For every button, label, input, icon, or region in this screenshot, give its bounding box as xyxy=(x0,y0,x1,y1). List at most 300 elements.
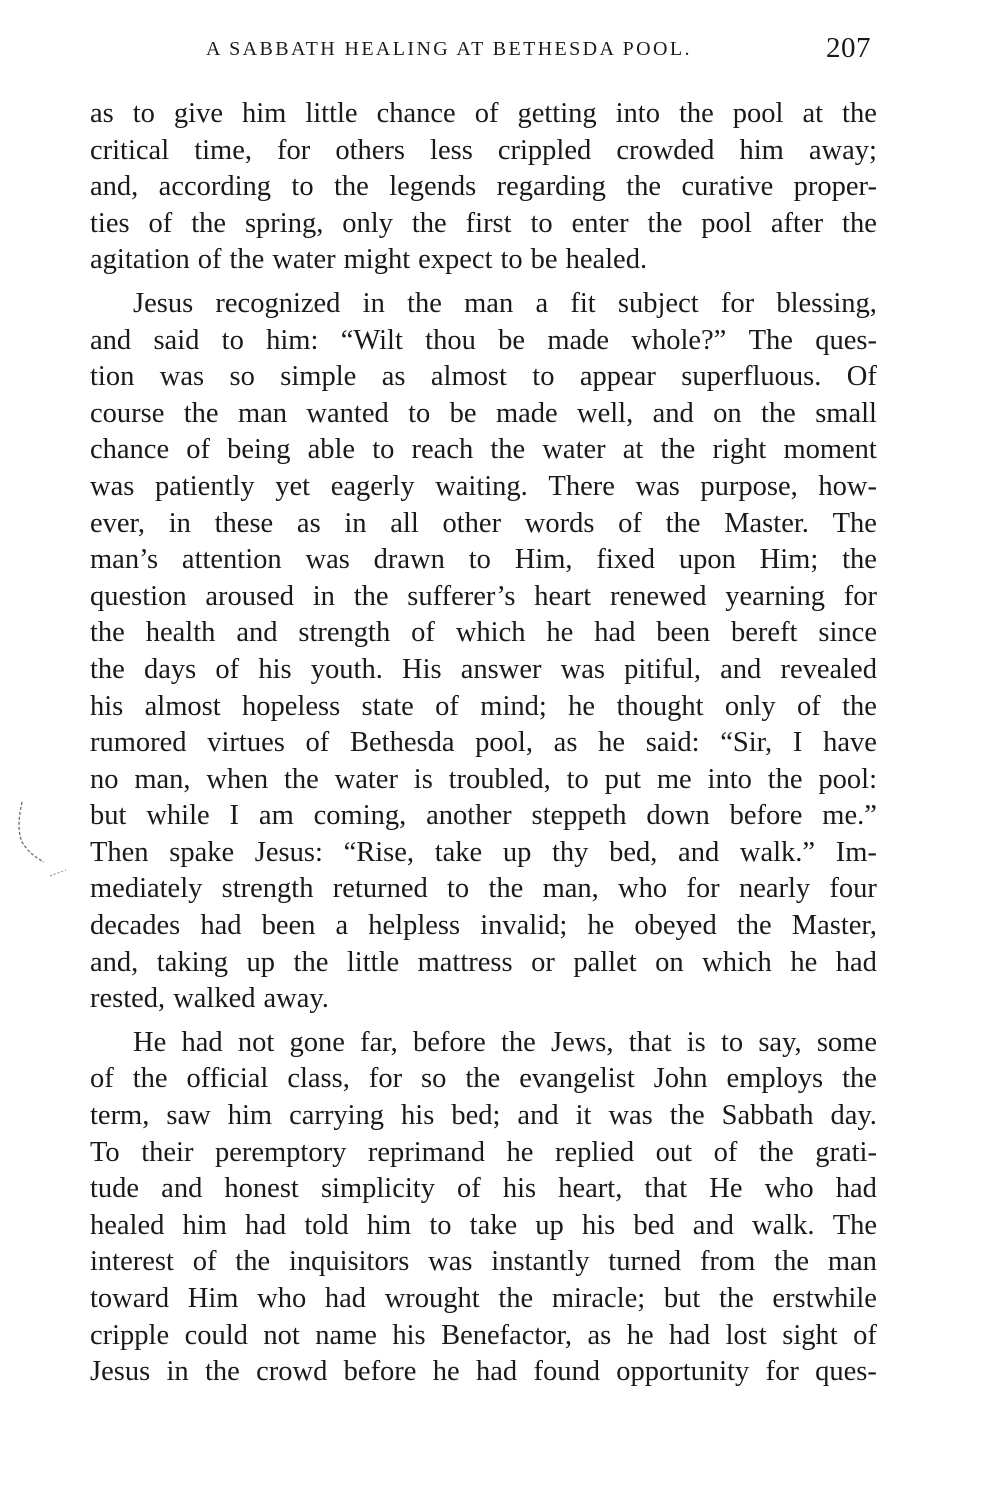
word: ties xyxy=(90,207,130,239)
word: his xyxy=(90,690,124,722)
word: to xyxy=(720,1026,744,1058)
word: evangelist xyxy=(519,1063,635,1095)
word: after xyxy=(770,207,824,239)
word: he xyxy=(626,1319,654,1351)
word: thought xyxy=(616,690,704,722)
running-head: A SABBATH HEALING AT BETHESDA POOL. xyxy=(206,38,692,60)
word: revealed xyxy=(780,653,877,685)
word: first xyxy=(465,207,512,239)
word: since xyxy=(818,617,877,649)
word: the xyxy=(665,507,701,539)
word: little xyxy=(346,946,400,978)
word: four xyxy=(829,873,877,905)
text-line xyxy=(90,762,877,799)
word: but xyxy=(90,800,127,832)
word: a xyxy=(335,910,349,942)
word: he xyxy=(568,690,596,722)
word: he xyxy=(587,910,615,942)
text-line xyxy=(90,725,877,762)
text-line xyxy=(90,396,877,433)
word: able xyxy=(307,434,356,466)
text-line xyxy=(90,1061,877,1098)
word: the xyxy=(333,171,369,203)
word: eagerly xyxy=(330,470,415,502)
word: of xyxy=(305,727,330,759)
word: chance xyxy=(90,434,170,466)
word: Jesus xyxy=(133,287,194,319)
word: their xyxy=(141,1136,194,1168)
word: crowded xyxy=(616,134,715,166)
word: waiting. xyxy=(435,470,528,502)
body-text xyxy=(90,96,877,1391)
word: well, xyxy=(577,397,634,429)
word: hopeless xyxy=(242,690,341,722)
word: youth. xyxy=(310,653,383,685)
paragraph-gap xyxy=(90,1018,877,1025)
word: for xyxy=(686,873,720,905)
word: water xyxy=(542,434,606,466)
text-line xyxy=(90,1135,877,1172)
word: troubled, xyxy=(448,763,551,795)
word: as xyxy=(90,98,114,129)
word: to xyxy=(447,873,470,905)
word: him xyxy=(182,1209,227,1241)
word: am xyxy=(258,800,294,832)
word: made xyxy=(495,397,558,429)
word: at xyxy=(802,98,824,129)
word: man xyxy=(237,397,288,429)
word: the xyxy=(842,207,877,239)
word: give xyxy=(173,98,223,129)
text-line xyxy=(90,323,877,360)
text-line xyxy=(90,579,877,616)
word: is xyxy=(686,1026,706,1058)
word: so xyxy=(421,1063,447,1095)
word: right xyxy=(712,434,767,466)
text-line xyxy=(90,1098,877,1135)
word: obeyed xyxy=(634,910,717,942)
word: He xyxy=(709,1173,743,1205)
word: and xyxy=(236,617,278,649)
word: the xyxy=(761,397,796,429)
word: up xyxy=(246,946,276,978)
word: answer xyxy=(460,653,542,685)
word: to xyxy=(221,324,244,356)
word: he xyxy=(790,946,818,978)
word: pool: xyxy=(818,763,877,795)
word: opportunity xyxy=(616,1356,750,1388)
word: the xyxy=(669,1100,705,1132)
word: Benefactor, xyxy=(441,1319,573,1351)
word: mediately xyxy=(90,873,203,905)
word: Master. xyxy=(724,507,809,539)
word: renewed xyxy=(609,580,707,612)
word: of xyxy=(148,207,173,239)
word: of xyxy=(796,690,821,722)
word: The xyxy=(832,507,877,539)
text-line xyxy=(90,798,877,835)
word: him: xyxy=(266,324,319,356)
word: to xyxy=(500,244,523,276)
word: day. xyxy=(830,1100,877,1132)
word: “Sir, xyxy=(720,727,773,759)
word: far, xyxy=(360,1026,398,1058)
word: as xyxy=(296,507,321,539)
word: at xyxy=(622,434,644,466)
word: pitiful, xyxy=(624,653,701,685)
word: To xyxy=(90,1136,120,1168)
word: he xyxy=(598,727,626,759)
word: crowd xyxy=(256,1356,328,1388)
word: for xyxy=(765,1356,799,1388)
word: into xyxy=(707,763,752,795)
word: the xyxy=(465,1063,501,1095)
word: The xyxy=(832,1209,877,1241)
word: as xyxy=(587,1319,612,1351)
word: yearning xyxy=(725,580,825,612)
word: healed xyxy=(90,1209,165,1241)
word: before xyxy=(729,800,803,832)
word: thou xyxy=(425,324,476,356)
word: to xyxy=(372,434,395,466)
word: into xyxy=(615,98,660,129)
word: almost xyxy=(430,361,507,393)
word: superfluous. xyxy=(681,361,822,393)
word: or xyxy=(531,946,555,978)
word: returned xyxy=(332,873,428,905)
word: pallet xyxy=(573,946,637,978)
word: the xyxy=(407,287,442,319)
word: wanted xyxy=(306,397,389,429)
word: me xyxy=(656,763,692,795)
word: pool xyxy=(701,207,752,239)
text-line xyxy=(90,1281,877,1318)
word: might xyxy=(343,244,411,276)
text-line xyxy=(90,1025,877,1062)
word: drawn xyxy=(373,544,445,576)
word: me.” xyxy=(822,800,877,832)
word: who xyxy=(764,1173,814,1205)
word: he xyxy=(432,1356,460,1388)
word: was xyxy=(560,653,605,685)
text-line xyxy=(90,359,877,396)
word: told xyxy=(304,1209,349,1241)
word: before xyxy=(412,1026,486,1058)
text-line xyxy=(90,908,877,945)
word: said xyxy=(153,324,200,356)
word: had xyxy=(181,1026,223,1058)
word: the xyxy=(718,1283,754,1314)
word: his xyxy=(502,1173,537,1205)
word: had xyxy=(324,1283,367,1314)
word: erstwhile xyxy=(772,1283,877,1314)
word: of xyxy=(215,653,240,685)
word: and xyxy=(720,653,762,685)
word: mattress xyxy=(417,946,513,978)
word: purpose, xyxy=(700,470,798,502)
word: peremptory xyxy=(214,1136,347,1168)
word: of xyxy=(435,690,459,722)
word: upon xyxy=(678,544,736,576)
word: was xyxy=(635,470,680,502)
word: of xyxy=(90,1063,114,1095)
word: the xyxy=(90,617,125,649)
word: for xyxy=(277,134,311,166)
word: and, xyxy=(90,946,139,978)
word: man xyxy=(464,287,514,319)
word: was xyxy=(608,1100,653,1132)
word: was xyxy=(159,361,205,393)
word: the xyxy=(758,1136,794,1168)
margin-pencil-mark xyxy=(14,800,74,900)
word: virtues xyxy=(207,727,285,759)
word: a xyxy=(535,287,549,319)
word: him xyxy=(366,1209,412,1241)
word: of xyxy=(713,1136,738,1168)
word: of xyxy=(197,244,222,276)
word: the xyxy=(353,580,389,612)
word: him xyxy=(227,1100,273,1132)
word: aroused xyxy=(205,580,294,612)
word: invalid; xyxy=(480,910,568,942)
word: taking xyxy=(156,946,229,978)
word: man, xyxy=(542,873,599,905)
word: Master, xyxy=(791,910,877,942)
word: Jesus xyxy=(90,1356,151,1388)
word: him xyxy=(739,134,784,166)
text-line xyxy=(90,432,877,469)
word: bed xyxy=(633,1209,675,1241)
word: be xyxy=(449,397,477,429)
paragraph xyxy=(90,1025,877,1391)
word: The xyxy=(748,324,793,356)
word: his xyxy=(392,1319,426,1351)
word: away; xyxy=(808,134,877,166)
word: pool, xyxy=(475,727,533,759)
word: the xyxy=(842,690,877,722)
word: class, xyxy=(287,1063,350,1095)
word: whole?” xyxy=(631,324,727,356)
text-line xyxy=(90,1244,877,1281)
word: which xyxy=(702,946,772,978)
word: and xyxy=(517,1100,559,1132)
word: name xyxy=(315,1319,377,1351)
word: Him, xyxy=(514,544,573,576)
word: which xyxy=(455,617,526,649)
word: another xyxy=(426,800,512,832)
word: the xyxy=(488,873,524,905)
word: moment xyxy=(783,434,877,466)
word: spake xyxy=(169,836,235,868)
text-line xyxy=(90,835,877,872)
word: grati- xyxy=(815,1136,877,1168)
word: the xyxy=(767,763,803,795)
word: Sabbath xyxy=(721,1100,814,1132)
word: simplicity xyxy=(320,1173,435,1205)
word: His xyxy=(402,653,442,685)
text-line xyxy=(90,1354,877,1391)
word: sight xyxy=(782,1319,838,1351)
word: had xyxy=(475,1356,518,1388)
word: yet xyxy=(275,470,311,502)
word: and xyxy=(678,836,720,868)
text-line xyxy=(90,945,877,982)
word: could xyxy=(184,1319,248,1351)
word: the xyxy=(660,434,696,466)
word: say, xyxy=(758,1026,802,1058)
word: heart xyxy=(534,580,592,612)
word: replied xyxy=(554,1136,635,1168)
word: the xyxy=(774,1246,809,1278)
word: the xyxy=(411,207,447,239)
word: and xyxy=(652,397,694,429)
word: chance xyxy=(376,98,456,129)
word: expect xyxy=(418,244,493,276)
word: of xyxy=(618,507,642,539)
word: the xyxy=(842,98,877,129)
word: the xyxy=(90,653,125,685)
word: inquisitors xyxy=(288,1246,410,1278)
word: but xyxy=(663,1283,701,1314)
word: tude xyxy=(90,1173,140,1205)
word: of xyxy=(411,617,435,649)
word: walk. xyxy=(752,1209,815,1241)
word: to xyxy=(468,544,491,576)
word: on xyxy=(713,397,742,429)
word: I xyxy=(792,727,803,759)
text-line xyxy=(90,542,877,579)
word: healed. xyxy=(565,244,648,276)
word: from xyxy=(699,1246,756,1278)
text-line xyxy=(90,1318,877,1355)
paragraph xyxy=(90,96,877,279)
word: John xyxy=(653,1063,708,1095)
word: health xyxy=(145,617,216,649)
word: no xyxy=(90,763,119,795)
word: enter xyxy=(571,207,629,239)
word: and xyxy=(692,1209,734,1241)
word: “Wilt xyxy=(340,324,403,356)
word: days xyxy=(144,653,197,685)
word: gone xyxy=(289,1026,345,1058)
word: nearly xyxy=(738,873,811,905)
word: cripple xyxy=(90,1319,170,1351)
word: made xyxy=(547,324,610,356)
word: the xyxy=(235,1246,271,1278)
word: him xyxy=(242,98,287,129)
word: in xyxy=(344,507,367,539)
word: sufferer’s xyxy=(407,580,516,612)
word: rumored xyxy=(90,727,187,759)
word: while xyxy=(146,800,210,832)
word: had xyxy=(669,1319,711,1351)
word: the xyxy=(204,1356,240,1388)
text-line xyxy=(90,242,877,279)
word: had xyxy=(594,617,636,649)
word: official xyxy=(186,1063,269,1095)
word: out xyxy=(655,1136,693,1168)
word: state xyxy=(361,690,414,722)
word: of xyxy=(186,434,210,466)
word: all xyxy=(390,507,419,539)
word: had xyxy=(835,1173,877,1205)
word: that xyxy=(644,1173,688,1205)
word: of xyxy=(853,1319,877,1351)
word: carrying xyxy=(289,1100,385,1132)
word: question xyxy=(90,580,187,612)
word: it xyxy=(575,1100,592,1132)
word: wrought xyxy=(384,1283,480,1314)
word: for xyxy=(843,580,877,612)
word: “Rise, xyxy=(343,836,415,868)
word: There xyxy=(548,470,615,502)
paragraph xyxy=(90,286,877,1018)
word: being xyxy=(227,434,291,466)
word: time, xyxy=(194,134,252,166)
text-line xyxy=(90,1208,877,1245)
word: the xyxy=(647,207,683,239)
word: less xyxy=(430,134,473,166)
text-line xyxy=(90,652,877,689)
word: Him; xyxy=(759,544,819,576)
word: of xyxy=(474,98,499,129)
word: spring, xyxy=(244,207,324,239)
word: toward xyxy=(90,1283,170,1314)
word: legends xyxy=(389,171,477,203)
word: for xyxy=(720,287,755,319)
word: reach xyxy=(411,434,474,466)
word: the xyxy=(736,910,772,942)
word: strength xyxy=(298,617,391,649)
word: patiently xyxy=(154,470,255,502)
word: been xyxy=(261,910,316,942)
word: not xyxy=(263,1319,300,1351)
text-line xyxy=(90,206,877,243)
word: the xyxy=(490,434,526,466)
text-line xyxy=(90,469,877,506)
word: I xyxy=(229,800,240,832)
word: to xyxy=(530,207,553,239)
word: man’s xyxy=(90,544,159,576)
word: honest xyxy=(224,1173,299,1205)
word: tion xyxy=(90,361,135,393)
word: his xyxy=(581,1209,616,1241)
word: term, xyxy=(90,1100,150,1132)
word: the xyxy=(842,1063,877,1095)
word: in xyxy=(312,580,335,612)
text-line xyxy=(90,286,877,323)
page-number: 207 xyxy=(826,32,871,64)
word: the xyxy=(626,171,662,203)
word: critical xyxy=(90,134,170,166)
word: who xyxy=(257,1283,307,1314)
word: strength xyxy=(221,873,314,905)
word: had xyxy=(835,946,877,978)
word: small xyxy=(815,397,877,429)
word: proper- xyxy=(793,171,877,203)
word: mind; xyxy=(480,690,547,722)
word: his xyxy=(401,1100,435,1132)
word: agitation xyxy=(90,244,190,276)
word: to xyxy=(132,98,155,129)
word: he xyxy=(506,1136,534,1168)
word: subject xyxy=(617,287,699,319)
word: fixed xyxy=(596,544,655,576)
word: be xyxy=(498,324,526,356)
word: the xyxy=(498,1283,534,1314)
word: pool xyxy=(732,98,784,129)
word: turned xyxy=(608,1246,682,1278)
